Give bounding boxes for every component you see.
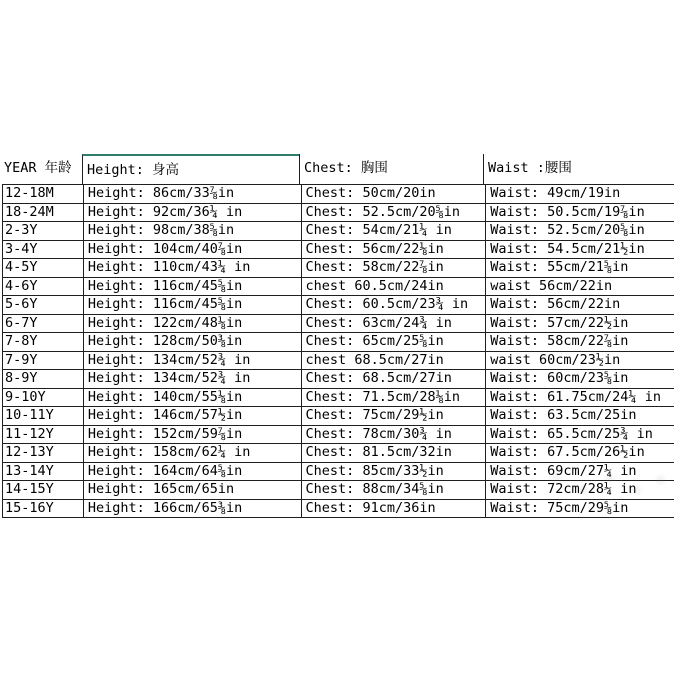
waist-cell: Waist: 63.5cm/25in xyxy=(485,407,674,425)
table-row xyxy=(2,185,674,204)
age-cell: 10-11Y xyxy=(5,407,54,423)
waist-cell: Waist: 75cm/29⅝in xyxy=(485,500,674,518)
chest-cell: Chest: 88cm/34⅝in xyxy=(301,481,486,499)
table-row xyxy=(2,481,674,500)
waist-cell: Waist: 67.5cm/26½in xyxy=(485,444,674,462)
table-row xyxy=(2,500,674,519)
table-row xyxy=(2,444,674,463)
waist-cell: Waist: 49cm/19in xyxy=(485,185,674,203)
table-row xyxy=(2,204,674,223)
header-chest-column: Chest: 胸围 xyxy=(299,154,483,184)
age-cell: 2-3Y xyxy=(5,222,38,238)
table-row xyxy=(2,407,674,426)
age-cell: 6-7Y xyxy=(5,314,38,331)
height-cell: Height: 98cm/38⅝in xyxy=(83,222,301,240)
chest-cell: chest 60.5cm/24in xyxy=(301,278,486,296)
table-row xyxy=(2,389,674,408)
chest-cell: Chest: 81.5cm/32in xyxy=(301,444,486,462)
waist-cell: Waist: 60cm/23⅝in xyxy=(485,370,674,388)
age-cell: 13-14Y xyxy=(5,462,54,479)
chest-cell: Chest: 91cm/36in xyxy=(301,500,486,518)
table-row xyxy=(2,315,674,334)
table-row xyxy=(2,352,674,371)
waist-cell: Waist: 54.5cm/21½in xyxy=(485,241,674,259)
height-cell: Height: 152cm/59⅞in xyxy=(83,426,301,444)
chest-cell: Chest: 71.5cm/28⅛in xyxy=(301,389,486,407)
height-cell: Height: 92cm/36¼ in xyxy=(83,204,301,222)
header-height-column: Height: 身高 xyxy=(82,154,300,184)
height-cell: Height: 164cm/64⅝in xyxy=(83,463,301,481)
header-waist-column: Waist :腰围 xyxy=(483,154,672,184)
table-row xyxy=(2,370,674,389)
waist-cell: Waist: 52.5cm/20⅝in xyxy=(485,222,674,240)
height-cell: Height: 146cm/57½in xyxy=(83,407,301,425)
waist-cell: Waist: 72cm/28¼ in xyxy=(485,481,674,499)
height-cell: Height: 116cm/45⅝in xyxy=(83,296,301,314)
waist-cell: Waist: 50.5cm/19⅞in xyxy=(485,204,674,222)
chest-cell: Chest: 63cm/24¾ in xyxy=(301,315,486,333)
table-row xyxy=(2,296,674,315)
height-cell: Height: 158cm/62¼ in xyxy=(83,444,301,462)
chest-cell: Chest: 50cm/20in xyxy=(301,185,486,203)
table-header-row xyxy=(2,155,674,185)
age-cell: 4-6Y xyxy=(5,277,38,294)
waist-cell: Waist: 69cm/27¼ in xyxy=(485,463,674,481)
age-cell: 5-6Y xyxy=(5,296,38,312)
table-row xyxy=(2,259,674,278)
chest-cell: Chest: 65cm/25⅝in xyxy=(301,333,486,351)
waist-cell: Waist: 56cm/22in xyxy=(485,296,674,314)
waist-cell: waist 60cm/23½in xyxy=(485,352,674,370)
age-cell: 4-5Y xyxy=(5,259,38,275)
height-cell: Height: 122cm/48⅛in xyxy=(83,315,301,333)
table-row xyxy=(2,241,674,260)
age-cell: 7-8Y xyxy=(5,333,38,349)
height-cell: Height: 110cm/43¼ in xyxy=(83,259,301,277)
age-cell: 9-10Y xyxy=(5,388,46,405)
age-cell: 7-9Y xyxy=(5,351,38,368)
waist-cell: Waist: 61.75cm/24¼ in xyxy=(485,389,674,407)
height-cell: Height: 104cm/40⅞in xyxy=(83,241,301,259)
table-row xyxy=(2,222,674,241)
age-cell: 14-15Y xyxy=(5,481,54,497)
waist-cell: waist 56cm/22in xyxy=(485,278,674,296)
chest-cell: Chest: 56cm/22⅛in xyxy=(301,241,486,259)
chest-cell: Chest: 75cm/29½in xyxy=(301,407,486,425)
height-cell: Height: 86cm/33⅞in xyxy=(83,185,301,203)
age-cell: 11-12Y xyxy=(5,425,54,442)
table-row xyxy=(2,463,674,482)
height-cell: Height: 128cm/50⅜in xyxy=(83,333,301,351)
age-cell: 18-24M xyxy=(5,203,54,220)
chest-cell: Chest: 58cm/22⅞in xyxy=(301,259,486,277)
age-cell: 15-16Y xyxy=(5,499,54,516)
chest-cell: Chest: 78cm/30¾ in xyxy=(301,426,486,444)
age-cell: 8-9Y xyxy=(5,370,38,386)
chest-cell: Chest: 60.5cm/23¾ in xyxy=(301,296,486,314)
table-row xyxy=(2,333,674,352)
height-cell: Height: 166cm/65⅜in xyxy=(83,500,301,518)
waist-cell: Waist: 55cm/21⅝in xyxy=(485,259,674,277)
height-cell: Height: 134cm/52¾ in xyxy=(83,370,301,388)
chest-cell: Chest: 68.5cm/27in xyxy=(301,370,486,388)
age-cell: 12-18M xyxy=(5,185,54,201)
waist-cell: Waist: 58cm/22⅞in xyxy=(485,333,674,351)
waist-cell: Waist: 65.5cm/25¾ in xyxy=(485,426,674,444)
chest-cell: Chest: 85cm/33½in xyxy=(301,463,486,481)
height-cell: Height: 116cm/45⅝in xyxy=(83,278,301,296)
height-cell: Height: 134cm/52¾ in xyxy=(83,352,301,370)
chest-cell: Chest: 54cm/21¼ in xyxy=(301,222,486,240)
waist-cell: Waist: 57cm/22½in xyxy=(485,315,674,333)
table-row xyxy=(2,278,674,297)
height-cell: Height: 140cm/55⅛in xyxy=(83,389,301,407)
size-chart-table xyxy=(2,155,674,518)
age-cell: 12-13Y xyxy=(5,444,54,460)
table-row xyxy=(2,426,674,445)
age-cell: 3-4Y xyxy=(5,240,38,257)
chest-cell: chest 68.5cm/27in xyxy=(301,352,486,370)
height-cell: Height: 165cm/65in xyxy=(83,481,301,499)
chest-cell: Chest: 52.5cm/20⅝in xyxy=(301,204,486,222)
table-body xyxy=(2,185,674,518)
header-age-column: YEAR 年龄 xyxy=(4,160,72,176)
